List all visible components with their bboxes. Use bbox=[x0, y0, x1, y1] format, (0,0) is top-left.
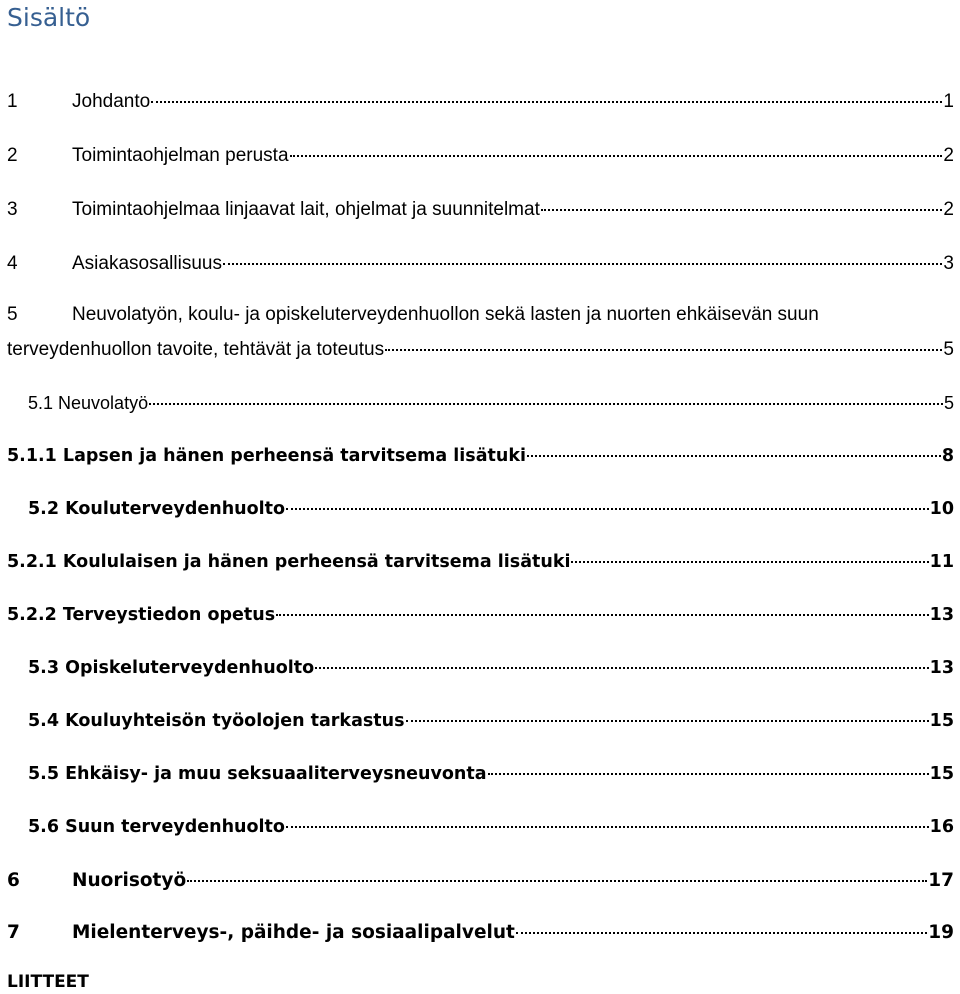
toc-title: Johdanto bbox=[72, 91, 151, 112]
toc-page-number: 11 bbox=[929, 552, 954, 572]
toc-title: 5.2.2 Terveystiedon opetus bbox=[7, 605, 276, 625]
toc-number: 2 bbox=[7, 145, 18, 166]
dot-leader bbox=[149, 403, 943, 405]
toc-entry-5-2-2[interactable] bbox=[7, 605, 954, 625]
toc-number: 3 bbox=[7, 199, 18, 220]
toc-page-number: 16 bbox=[929, 817, 954, 837]
toc-number: 5 bbox=[7, 304, 18, 325]
toc-entry-4[interactable] bbox=[7, 253, 954, 275]
toc-page-number: 3 bbox=[943, 253, 954, 274]
dot-leader bbox=[290, 155, 943, 157]
dot-leader bbox=[385, 349, 942, 351]
toc-page-number: 17 bbox=[928, 870, 954, 891]
toc-number: 4 bbox=[7, 253, 18, 274]
toc-number: 7 bbox=[7, 922, 20, 943]
toc-page-number: 15 bbox=[929, 764, 954, 784]
toc-entry-5-line2[interactable] bbox=[7, 339, 954, 361]
dot-leader bbox=[488, 773, 929, 775]
toc-page-number: 13 bbox=[929, 658, 954, 678]
toc-entry-5-1[interactable] bbox=[28, 393, 954, 414]
toc-page-number: 5 bbox=[943, 393, 954, 413]
toc-title: Mielenterveys-, päihde- ja sosiaalipalvelut bbox=[72, 922, 515, 943]
toc-number: 6 bbox=[7, 870, 20, 891]
toc-title: 5.1 Neuvolatyö bbox=[28, 393, 149, 413]
toc-page-number: 19 bbox=[928, 922, 954, 943]
toc-title: terveydenhuollon tavoite, tehtävät ja toteutus bbox=[7, 339, 385, 360]
dot-leader bbox=[223, 263, 942, 265]
dot-leader bbox=[286, 508, 929, 510]
page-title: Sisältö bbox=[7, 3, 91, 32]
toc-number: 1 bbox=[7, 91, 18, 112]
toc-title: 5.1.1 Lapsen ja hänen perheensä tarvitsema lisätuki bbox=[7, 446, 526, 466]
toc-title: 5.3 Opiskeluterveydenhuolto bbox=[28, 658, 315, 678]
toc-entry-6[interactable] bbox=[7, 870, 954, 891]
toc-title: 5.5 Ehkäisy- ja muu seksuaaliterveysneuvonta bbox=[28, 764, 487, 784]
toc-title: 5.2 Kouluterveydenhuolto bbox=[28, 499, 286, 519]
dot-leader bbox=[151, 101, 942, 103]
dot-leader bbox=[286, 826, 929, 828]
dot-leader bbox=[406, 720, 929, 722]
toc-entry-5-1-1[interactable] bbox=[7, 446, 954, 466]
toc-entry-5-2-1[interactable] bbox=[7, 552, 954, 572]
toc-title: 5.2.1 Koululaisen ja hänen perheensä tarvitsema lisätuki bbox=[7, 552, 571, 572]
toc-entry-1[interactable] bbox=[7, 91, 954, 113]
toc-title: Nuorisotyö bbox=[72, 870, 187, 891]
toc-entry-5-5[interactable] bbox=[28, 764, 954, 784]
toc-entry-7[interactable] bbox=[7, 922, 954, 943]
toc-title: Neuvolatyön, koulu- ja opiskeluterveydenhuollon sekä lasten ja nuorten ehkäisevän suun bbox=[72, 304, 819, 325]
toc-page-number: 13 bbox=[929, 605, 954, 625]
dot-leader bbox=[527, 455, 941, 457]
toc-entry-3[interactable] bbox=[7, 199, 954, 221]
toc-entry-5-3[interactable] bbox=[28, 658, 954, 678]
toc-page-number: 15 bbox=[929, 711, 954, 731]
dot-leader bbox=[541, 209, 943, 211]
toc-page-number: 2 bbox=[943, 199, 954, 220]
toc-entry-5-6[interactable] bbox=[28, 817, 954, 837]
toc-page-number: 8 bbox=[941, 446, 954, 466]
toc-entry-2[interactable] bbox=[7, 145, 954, 167]
dot-leader bbox=[187, 880, 927, 882]
dot-leader bbox=[276, 614, 929, 616]
toc-entry-5-2[interactable] bbox=[28, 499, 954, 519]
toc-title: Asiakasosallisuus bbox=[72, 253, 222, 274]
toc-page-number: 2 bbox=[943, 145, 954, 166]
toc-page-number: 5 bbox=[943, 339, 954, 360]
toc-title: 5.4 Kouluyhteisön työolojen tarkastus bbox=[28, 711, 405, 731]
toc-title: Toimintaohjelmaa linjaavat lait, ohjelmat ja suunnitelmat bbox=[72, 199, 540, 220]
toc-entry-5-line1[interactable] bbox=[7, 304, 819, 326]
dot-leader bbox=[571, 561, 928, 563]
toc-title: 5.6 Suun terveydenhuolto bbox=[28, 817, 285, 837]
toc-page-number: 10 bbox=[929, 499, 954, 519]
dot-leader bbox=[516, 932, 927, 934]
toc-entry-5-4[interactable] bbox=[28, 711, 954, 731]
dot-leader bbox=[315, 667, 929, 669]
appendix-heading[interactable]: LIITTEET bbox=[7, 972, 89, 992]
toc-title: Toimintaohjelman perusta bbox=[72, 145, 289, 166]
toc-page-number: 1 bbox=[943, 91, 954, 112]
